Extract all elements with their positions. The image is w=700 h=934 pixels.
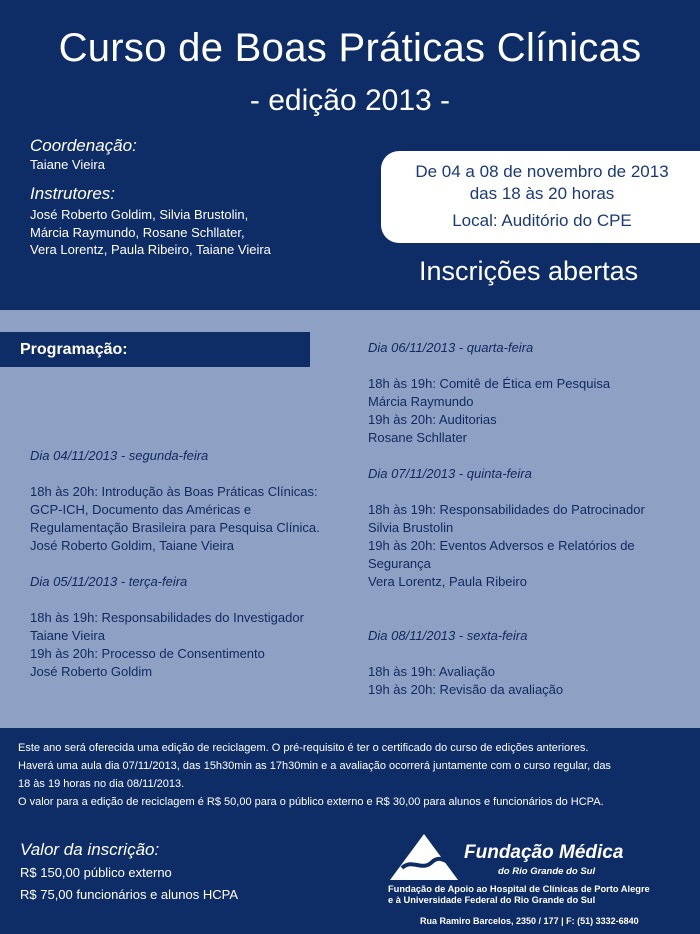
- day-heading: Dia 05/11/2013 - terça-feira: [30, 574, 188, 589]
- schedule-line: Márcia Raymundo: [368, 394, 474, 409]
- schedule-line: 19h às 20h: Revisão da avaliação: [368, 682, 564, 697]
- schedule-line: 19h às 20h: Auditorias: [368, 412, 497, 427]
- notice-line: 18 às 19 horas no dia 08/11/2013.: [18, 778, 185, 790]
- organization-logo-block: [388, 832, 688, 932]
- schedule-line: Regulamentação Brasileira para Pesquisa Clínica.: [30, 520, 320, 535]
- instructors-line: José Roberto Goldim, Silvia Brustolin,: [30, 207, 249, 222]
- schedule-line: José Roberto Goldim, Taiane Vieira: [30, 538, 235, 553]
- day-heading: Dia 08/11/2013 - sexta-feira: [368, 628, 528, 643]
- instructors-label: Instrutores:: [30, 184, 116, 203]
- schedule-line: 18h às 19h: Avaliação: [368, 664, 495, 679]
- organization-description-line: e à Universidade Federal do Rio Grande do Sul: [388, 895, 596, 905]
- schedule-line: 18h às 19h: Comitê de Ética em Pesquisa: [368, 376, 611, 391]
- instructors-line: Márcia Raymundo, Rosane Schllater,: [30, 224, 245, 240]
- instructors-list: [30, 206, 271, 259]
- organization-address: Rua Ramiro Barcelos, 2350 / 177 | F: (51) 3332-6840: [420, 916, 639, 926]
- schedule-line: Vera Lorentz, Paula Ribeiro: [368, 574, 527, 589]
- organization-subtitle: do Rio Grande do Sul: [498, 866, 596, 877]
- registration-open-heading: Inscrições abertas: [419, 256, 639, 286]
- location-line: Local: Auditório do CPE: [452, 211, 632, 230]
- schedule-line: Segurança: [368, 556, 431, 571]
- program-section: [0, 310, 700, 728]
- notice-line: Este ano será oferecida uma edição de reciclagem. O pré-requisito é ter o certificado do curso de edições anteriores.: [18, 742, 589, 754]
- price-line: R$ 75,00 funcionários e alunos HCPA: [20, 887, 238, 902]
- price-list: [20, 862, 238, 906]
- schedule-line: 18h às 19h: Responsabilidades do Patrocinador: [368, 502, 645, 517]
- day-heading: Dia 04/11/2013 - segunda-feira: [30, 448, 209, 463]
- coordinator-name: Taiane Vieira: [30, 157, 105, 172]
- program-left-column: [30, 447, 320, 681]
- schedule-line: 19h às 20h: Eventos Adversos e Relatórios de: [368, 538, 635, 553]
- recycling-notice: [18, 739, 686, 811]
- price-label: Valor da inscrição:: [20, 840, 160, 859]
- organization-description: [388, 884, 688, 906]
- instructors-line: Vera Lorentz, Paula Ribeiro, Taiane Vieira: [30, 242, 271, 257]
- hours-line: das 18 às 20 horas: [469, 184, 615, 203]
- schedule-line: Rosane Schllater: [368, 430, 467, 445]
- dates-line: De 04 a 08 de novembro de 2013: [415, 162, 669, 181]
- program-label: Programação:: [20, 341, 128, 358]
- day-heading: Dia 07/11/2013 - quinta-feira: [368, 466, 532, 481]
- triangle-wave-logo-icon: [388, 832, 460, 882]
- program-right-column: [368, 339, 645, 699]
- notice-line: O valor para a edição de reciclagem é R$ 50,00 para o público externo e R$ 30,00 para alunos e funcionários do HCPA.: [18, 796, 604, 808]
- page-title: Curso de Boas Práticas Clínicas: [58, 26, 642, 70]
- header-section: [0, 0, 700, 310]
- schedule-line: 19h às 20h: Processo de Consentimento: [30, 646, 265, 661]
- schedule-line: GCP-ICH, Documento das Américas e: [30, 502, 252, 517]
- coordination-label: Coordenação:: [30, 136, 137, 155]
- schedule-line: José Roberto Goldim: [30, 664, 153, 679]
- day-heading: Dia 06/11/2013 - quarta-feira: [368, 340, 534, 355]
- edition-subtitle: - edição 2013 -: [249, 84, 451, 117]
- notice-line: Haverá uma aula dia 07/11/2013, das 15h30min as 17h30min e a avaliação ocorrerá juntamente com o curso regular, das: [18, 760, 611, 772]
- organization-name: Fundação Médica: [464, 842, 624, 863]
- dates-box: [381, 151, 700, 243]
- schedule-line: Silvia Brustolin: [368, 520, 454, 535]
- schedule-line: Taiane Vieira: [30, 628, 105, 643]
- schedule-line: 18h às 20h: Introdução às Boas Práticas Clínicas:: [30, 484, 318, 499]
- organization-description-line: Fundação de Apoio ao Hospital de Clínicas de Porto Alegre: [388, 884, 650, 894]
- price-line: R$ 150,00 público externo: [20, 865, 172, 880]
- schedule-line: 18h às 19h: Responsabilidades do Investigador: [30, 610, 304, 625]
